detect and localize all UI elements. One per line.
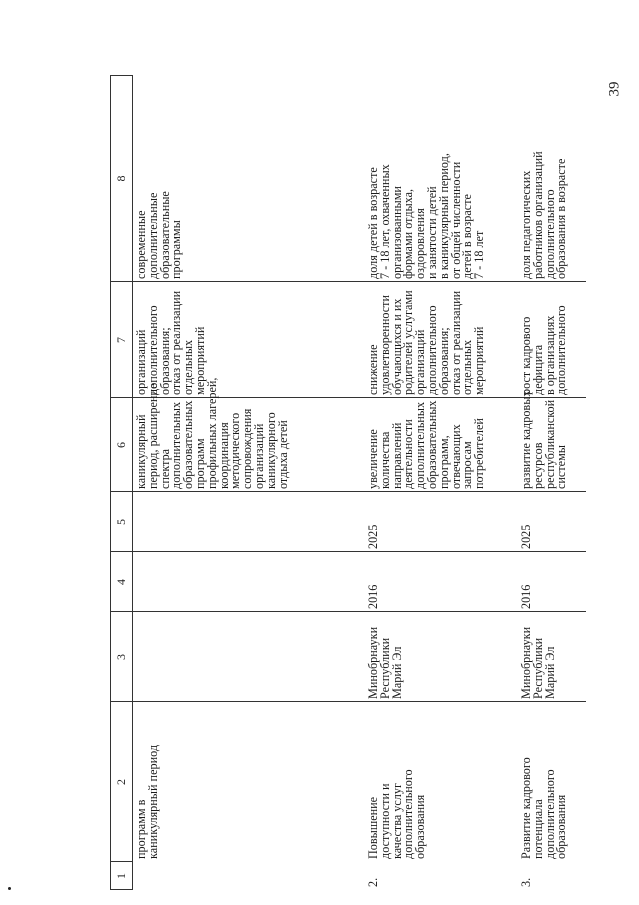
cell-line: спектра: [157, 448, 172, 489]
cell-line: отдельных: [181, 339, 196, 395]
cell-line: Марий Эл: [389, 646, 404, 699]
cell-line: организованными: [389, 186, 404, 279]
risks-cell: [521, 285, 584, 395]
cell-line: деятельности: [401, 419, 416, 489]
row-number: 2.: [366, 877, 380, 887]
start-year-cell: 2016: [519, 584, 533, 609]
cell-line: образовательные: [157, 191, 172, 279]
header-bottom-border: [132, 75, 133, 890]
cell-line: каникулярного: [263, 412, 278, 489]
end-year-cell: 2025: [366, 524, 380, 549]
cell-line: удовлетворенности: [377, 295, 392, 395]
cell-line: период, расширение: [145, 383, 160, 489]
cell-line: каникулярный период: [145, 744, 160, 859]
cell-line: снижение: [366, 344, 380, 395]
end-year-cell: 2025: [519, 524, 533, 549]
cell-line: развитие кадровых: [519, 390, 533, 489]
cell-line: отдыха детей: [275, 420, 290, 489]
cell-line: дополнительных: [169, 401, 184, 489]
cell-line: количества: [377, 431, 392, 489]
cell-line: Развитие кадрового: [519, 757, 533, 859]
cell-line: образования: [554, 794, 569, 859]
cell-line: дополнительные: [145, 192, 160, 279]
cell-line: образования: [413, 794, 428, 859]
cell-line: отказ от реализации: [169, 290, 184, 395]
cell-line: Республики: [377, 637, 392, 699]
column-header-7: 7: [114, 337, 128, 343]
data-table: [110, 75, 586, 890]
column-header-1: 1: [114, 873, 128, 879]
cell-line: увеличение: [366, 429, 380, 489]
cell-line: дополнительного: [554, 305, 569, 395]
column-header-3: 3: [114, 654, 128, 660]
cell-line: потребителей: [472, 418, 487, 489]
cell-line: системы: [554, 445, 569, 489]
column-divider: [110, 611, 586, 612]
column-header-2: 2: [114, 779, 128, 785]
cell-line: Минобрнауки: [366, 626, 380, 699]
cell-line: дополнительных: [413, 401, 428, 489]
cell-line: направлений: [389, 422, 404, 489]
cell-line: потенциала: [530, 799, 545, 859]
rotated-table-wrapper: [110, 75, 586, 890]
scan-dot: [8, 887, 11, 890]
cell-line: 7 - 18 лет: [472, 230, 487, 279]
cell-line: отказ от реализации: [448, 290, 463, 395]
cell-line: от общей численности: [448, 161, 463, 279]
cell-line: отдельных: [460, 339, 475, 395]
column-divider: [110, 701, 586, 702]
cell-line: каникулярный: [134, 414, 148, 489]
cell-line: и занятости детей: [424, 186, 439, 279]
cell-line: дополнительного: [542, 769, 557, 859]
cell-line: Минобрнауки: [519, 626, 533, 699]
cell-line: современные: [134, 210, 148, 279]
cell-line: оздоровления: [413, 208, 428, 279]
cell-line: организаций: [134, 329, 148, 395]
cell-line: отвечающих: [448, 424, 463, 489]
column-divider: [110, 551, 586, 552]
cell-line: программ: [192, 438, 207, 489]
cell-line: работников организаций: [530, 151, 545, 279]
cell-line: образования;: [436, 327, 451, 395]
table-top-border: [110, 75, 111, 890]
cell-line: доля педагогических: [519, 170, 533, 279]
cell-line: дополнительного: [424, 305, 439, 395]
cell-line: программ,: [436, 435, 451, 489]
cell-line: Повышение: [366, 796, 380, 859]
result-cell: [519, 390, 584, 489]
cell-line: дополнительного: [401, 769, 416, 859]
column-header-6: 6: [114, 442, 128, 448]
cell-line: программы: [169, 220, 184, 279]
column-header-8: 8: [114, 175, 128, 182]
cell-line: образования в возрасте: [554, 158, 569, 279]
cell-line: дополнительного: [145, 305, 160, 395]
cell-line: республиканской: [542, 399, 557, 489]
column-header-5: 5: [114, 519, 128, 525]
cell-line: Марий Эл: [542, 646, 557, 699]
cell-line: сопровождения: [240, 408, 255, 489]
cell-line: обучающихся и их: [389, 298, 404, 395]
start-year-cell: 2016: [366, 584, 380, 609]
cell-line: организаций: [251, 423, 266, 489]
cell-line: запросам: [460, 441, 475, 489]
column-divider: [110, 281, 586, 282]
measure-cell: [521, 705, 584, 859]
cell-line: формами отдыха,: [401, 188, 416, 279]
cell-line: ресурсов: [530, 442, 545, 489]
cell-line: организаций: [413, 329, 428, 395]
indicator-cell: [521, 78, 584, 279]
cell-line: образовательных: [424, 400, 439, 489]
column-divider: [110, 397, 586, 398]
page-number: 39: [606, 81, 623, 97]
cell-line: дополнительного: [542, 189, 557, 279]
cell-line: в организациях: [542, 315, 557, 395]
cell-line: профильных лагерей,: [204, 377, 219, 489]
cell-line: образовательных: [181, 400, 196, 489]
cell-line: детей в возрасте: [460, 194, 475, 279]
cell-line: качества услуг: [389, 783, 404, 859]
cell-line: доля детей в возрасте: [366, 167, 380, 279]
column-divider: [110, 491, 586, 492]
column-header-4: 4: [114, 579, 128, 585]
cell-line: рост кадрового: [519, 316, 533, 395]
cell-line: образования;: [157, 327, 172, 395]
cell-line: 7 - 18 лет, охваченных: [377, 164, 392, 279]
row-number: 3.: [519, 877, 533, 887]
cell-line: в каникулярный период,: [436, 153, 451, 279]
cell-line: доступности и: [377, 783, 392, 859]
cell-line: мероприятий: [472, 326, 487, 395]
cell-line: дефицита: [530, 344, 545, 395]
cell-line: координация: [216, 422, 231, 489]
executor-cell: [521, 615, 584, 699]
cell-line: Республики: [530, 637, 545, 699]
cell-line: программ в: [134, 799, 148, 859]
cell-line: родителей услугами: [401, 290, 416, 395]
cell-line: методического: [228, 412, 243, 489]
cell-line: мероприятий: [192, 326, 207, 395]
